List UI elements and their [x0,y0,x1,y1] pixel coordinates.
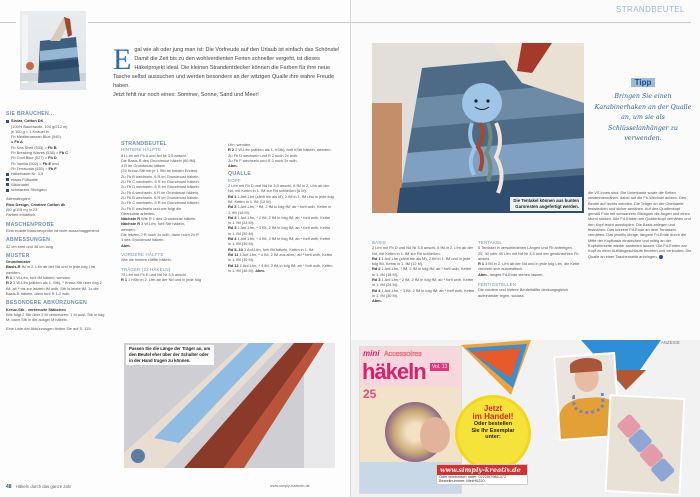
pattern-r1: R 1 1 W-Lfm, fortl fM häkeln, wenden. [6,275,72,281]
abbreviation-text: Wie folgt 2 Stb über 2 M verkreuzen: 1 M ausl, Stb in folg M, dann Stb in die ausgel M häkeln. [6,311,105,323]
strandbeutel-heading: STRANDBEUTEL [121,141,167,147]
shop-url-link[interactable]: www.simply-kreativ.de [437,465,527,475]
round-row: Rd 2 1 Anf-Lfm, * fM, 2 fM in folg fM; ab * fortl wdh, Kettm in 1. fM (18 M). [372,266,472,277]
instruction-line: Wie die hintere Hälfte häkeln. [121,257,172,263]
burst-line: im Handel! [472,412,514,421]
burst-line: Jetzt [483,404,503,413]
bookmark-photo [604,394,685,496]
yarn-color: Fb Cool Blue (527) = Fb D [11,155,57,161]
magazine-title: häkeln [362,359,426,384]
instruction-line: Zu Fb A wechseln. 6 R im Grundmust häkeln. [121,189,200,195]
abbreviations-heading: BESONDERE ABKÜRZUNGEN [6,300,88,307]
instruction-line: Zu Fb B wechseln. 6 R im Grundmust häkeln. [121,194,200,200]
pattern-heading: MUSTER [6,252,30,259]
magazine-number: 25 [363,387,377,401]
round-row: Rd 3 1 Anf-Lfm, * 2 fM, 2 fM in folg fM; ab * fortl wdh, Kettm in 1. fM (24 M). [228,214,331,226]
advertisement [351,340,700,497]
jellyfish-bag-photo [372,43,584,213]
round-row: Rd 3 1 Anf-Lfm, * 3 fM, 2 fM in folg fM; ab * fortl wdh, Kettm in 1. fM (30 M). [228,225,331,236]
round-row: Rd 4 1 Anf-Lfm, * 3 fM, 2 fM in folg fM; ab * fortl wdh, Kettm in 1. fM (30 M). [372,287,475,298]
footer-url: www.simply-haekeln.de [270,484,310,488]
magazine-subtitle: Accessoires [384,351,422,358]
traeger-heading: TRÄGER (2x HÄKELN) [121,266,171,272]
dimensions-text: 32 cm breit und 36 cm lang [6,243,53,249]
footer-title: Häkeln durch das ganze Jahr [15,484,72,489]
instruction-row: R 1 3 fM in 2. Lfm ab der Nd und in jede folg Lfm, die Kette verdreht sich automatisch. [478,261,580,272]
yarn-name: Sirdar, Cotton DK [11,118,44,124]
abm-label: Abm. [121,242,131,248]
ad-label: ANZEIGE [661,340,680,345]
instruction-row: R 1 1 hStb in 2. Lfm ab der Nd und in jede folg [121,277,202,283]
tip-text: Bringen Sie einen Karabinerhaken an der Qualle an, um sie als Schlüsselanhänger zu verwenden. [594,93,692,142]
instruction-line: 1 des Grundmust häkeln. [121,237,165,243]
divider [0,22,16,23]
strap-photo-caption: Passen Sie die Länge der Träger an, um den Beutel eher über der Schulter oder in der Hand tragen zu können. [126,345,214,365]
pattern-subtitle: Grundmuster [6,259,31,265]
jellyfish-photo-caption: Die Tentakel können aus bunten Garnresten angefertigt werden. [510,197,582,211]
gauge-text: Eine exakte Maschenprobe ist nicht ausschlaggebend. [6,227,101,233]
intro-last-line: Jetzt fehlt nur noch eines: Sommer, Sonne, Sand und Meer! [113,92,259,99]
divider [88,22,350,23]
kopf-heading: KOPF [228,177,241,183]
instruction-line: 75 Lfm mit Fb E und Nd Nr 3,5 anschl. [121,271,188,277]
tentakel-heading: TENTAKEL [478,240,502,245]
instruction-row: Abm., langes Fd-Ende stehen lassen. [478,271,544,277]
alt-yarn-name: Rico Design, Creative Cotton dk [6,201,66,207]
instruction-line: Zu Fb D wechseln und R 2 noch 2x wdh. [228,152,299,158]
jellyfish-illustration [372,43,584,213]
order-box[interactable] [436,464,528,485]
fertigstellen-heading: FERTIGSTELLEN [478,282,517,288]
yarn-color: Fb Terracotta (539) = Fb F [11,165,57,171]
instruction-line: Zu Fb E wechseln und wie folgt die [121,205,182,211]
page-footer [6,484,72,490]
intro-paragraph [113,43,345,101]
round-row: Rd 3 1 Anf-Lfm,* 2 fM, 2 fM in folg fM; ab * fortl wdh, Kettm in 1. fM (24 M). [372,277,474,288]
round-row: Rd 1 1 Anf-Lfm (zählt nie als M), 2 fM in 1. fM und in jede folg fM, Kettm in 1. fM (12 M). [228,193,334,204]
bullet-square-icon [6,120,9,123]
round-row: Rd 12 1 Anf-Lfm, * 4 fM, 2 fM in folg fM; ab * fortl wdh, Kettm in 1. fM (36 M). Abm. [228,262,333,273]
instruction-line: (29 Kreuz-Stb mit je 1 Stb an beiden Enden). [121,168,199,174]
instruction-next-row: Nächste R Wie R 1 des Grundmust häkeln. [121,216,197,222]
intro-text: gal wie alt oder jung man ist: Die Vorfreude auf den Urlaub ist einfach das Schönste! Damit die Zeit bis zu den wohlverdienten Ferien schneller vergeht, ist dieses Häkelprojekt ideal. Die kleinen Strandentdecker können die Farben für ihre neue Tasche selbst aussuchen und werden besonders an der witzigen Qualle ihre wahre Freude haben. [113,47,340,90]
yarn-color-fb-a: = Fb A [11,139,23,145]
materials-heading: SIE BRAUCHEN... [6,111,55,117]
yarn-line: Fb Mediterranean Blue (540) [11,134,61,140]
instruction-line: 4 R im Grundmust häkeln [121,163,166,169]
basis-intro: 2 Lfm mit Fb D und Nd Nr 3,5 anschl, 6 fM in 2. Lfm ab der Nd, mit Kettm in 1. fM zur Rd schließen. [372,245,473,256]
dimensions-heading: ABMESSUNGEN [6,237,51,244]
pattern-basis: Basis-R fM in 2. Lfm ab der Nd und in jede folg Lfm, wenden. [6,264,97,275]
order-number: Bestellnummer: MiniH0220 [439,479,485,483]
tool-item: Häkelnadel Nr. 3,5 [6,171,106,176]
instruction-line: Die Basis-R des Grundmust häkeln (60 fM). [121,157,197,163]
basis-heading: BASIS [372,240,386,245]
round-row: Rd 11 1 Anf-Lfm, * 4 fM, 2 fM zus.abm.; ab * fortl wdh, Kettm in 1. fM (30 M). [228,251,333,263]
kopf-intro: 2 Lfm mit Fb D und Nd Nr 3,5 anschl, 6 fM in 2. Lfm ab der Nd, mit Kettm in 1. fM zur Rd schließen (6 M). [228,183,329,194]
qualle-heading: QUALLE [228,171,252,178]
burst-line: Oder bestellen [473,421,513,427]
instruction-row: R 2 2 W-Lfm (zählen als 1. hStb), fortl hStb häkeln, wenden. [228,147,332,153]
divider [351,22,691,23]
order-phone: Oder telefonisch unter: 02225/7085-372 [439,475,507,479]
instruction-line: Zu Fb B wechseln. 6 R im Grundmust häkeln. [121,173,200,179]
round-row: Rd 4 1 Anf-Lfm, * 4 fM, 2 fM in folg fM; ab * fortl wdh, Kettm in 1. fM (36 M). [228,236,331,247]
basis-column [372,240,475,304]
burst-line: Sie Ihr Exemplar [471,427,515,434]
hintere-haelfte-heading: HINTERE HÄLFTE [121,147,162,153]
yarn-color: Fb Vanilla (502) = Fb E und [11,160,59,166]
right-page [350,0,700,497]
page-number: 48 [6,484,12,490]
drop-cap: E [113,43,132,76]
burst-line: unter: [485,434,501,440]
abm-label: Abm. [372,298,382,304]
instruction-line: 5 Tentakel in verschiedenen Längen und Fb anfertigen. [478,245,573,251]
yarn-color: Fb Breaking Waves (538) = Fb C [11,150,69,156]
abbreviation-term: Kreuz-Stb - verkreuzte Stäbchen [6,306,66,312]
section-label: STRANDBEUTEL [613,5,688,14]
fertigstellen-text: Die vordere und hintere Beutelhälfte deckungsgleich aufeinander legen, sodass [478,287,569,298]
instructions-column-2 [228,142,334,273]
yarn-color: Fb Sea Shell (533) = Fb B [11,144,57,150]
yarn-line: je 100 g = 1 Knäuel in [11,128,49,134]
bullet-square-icon [6,189,9,192]
round-row: Rd 2 1 Anf-Lfm, * fM, 2 fM in folg fM; ab * fortl wdh, Kettm in 1. fM (18 M). [228,204,332,215]
round-row: Rd 5–10 1 Anf-Lfm, fortl fM häkeln, Kettm in 1. fM. [228,246,315,252]
bullet-square-icon [6,173,9,176]
bullet-square-icon [6,178,9,181]
gauge-heading: MASCHENPROBE [6,221,55,228]
tool-item: etwas Füllwatte [6,177,106,182]
instruction-line: Zu Fb D wechseln. 6 R im Grundmust häkeln. [121,184,200,190]
instruction-line: Oberkante arbeiten. [121,210,156,216]
instruction-line: Die letzten 2 R noch 1x wdh, dann noch 2x R [121,232,199,238]
instruction-line: Zu Fb C wechseln. 6 R im Grundmust häkeln. [121,179,200,185]
bag-illustration [20,11,86,90]
tip-label: Tipp [631,78,656,87]
round-row: Rd 1 1 Anf-Lfm (zählt nie als M), 2 fM in 1. fM und in jede folg fM, Kettm in 1. fM (12 M). [372,255,471,267]
yarn-line: (100% Baumwolle, 100 g/212 m) [11,123,68,129]
materials-section [6,112,106,332]
finishing-column [588,190,692,259]
pattern-r2: R 2 3 W-Lfm (zählen als 1. Stb), * Kreuz-Stb über folg 2 fM, ab * bis zur letzten fM wdh, Stb in letzte fM. 1x die Basis-R häkeln, dann fortl R 1-2 wdh. [6,280,102,296]
finishing-text: die VS innen sind. Die Unterkante sowie die Seiten zusammennähen, dabei auf die Fb-Wechsel achten. Den Beutel auf rechts wenden. Die Träger an der Oberkante feststecken und sicher annähen. Auf den Quallenkopf gemäß Foto mit schwarzem Stickgarn die Augen und einen Mund sticken. Alle Fd-Enden am Quallenkopf vernähen und den Kopf leicht ausstopfen. Die Basis anlegen und festnähen. Das kürzere Fd-Ende an dem Tentakeln vernähen. Das jeweils übrige, längere Fd-Ende durch die Mitte der Kopfbasis einstechen und mittig an der Kopfoberseite wieder austreten lassen. Die Fd-Enden am Kopf zu einer Aufhängeschlaufe flechten und verknoten. Die Qualle an einer Taschenseite anbringen. [588,190,692,259]
alt-yarn-label: Alternativgarn: [6,196,32,202]
magazine-volume: Vol. 13 [432,364,448,370]
abm-label: Abm. [228,163,238,169]
tentakel-column [478,240,582,298]
instruction-line: wenden. [121,226,136,232]
strap-photo [124,343,335,468]
tool-item: schwarzes Stickgarn [6,187,106,192]
instruction-line: Zu Fb C wechseln. 6 R im Grundmust häkeln. [121,200,200,206]
instruction-line: 61 Lfm mit Fb A und Nd Nr 3,5 anschl. [121,152,187,158]
vordere-haelfte-heading: VORDERE HÄLFTE [121,251,164,257]
end-mark-icon [659,255,663,259]
bullet-square-icon [6,183,9,186]
instruction-next-row: Nächste R 3 W-Lfm, fortl Stb häkeln, [121,221,185,227]
bag-thumbnail-photo [20,11,86,90]
alt-yarn-line: Farben erhältlich [6,212,35,218]
abbreviation-note: Eine Liste der Abkürzungen finden Sie auf S. 115. [6,326,92,332]
instructions-column-1 [121,142,224,282]
tool-item: Sticknadel [6,182,106,187]
instruction-line: Zu Fb F wechseln und R 2 noch 2x wdh. [228,157,298,163]
magazine-mini: mini [363,349,380,358]
alt-yarn-line: (50 g/115 m) in 23 [6,207,38,213]
promo-burst [458,398,528,468]
instruction-line: Lfm, wenden. [228,142,252,147]
instruction-line: 20, 30 oder 40 Lfm mit Nd Nr 3,5 und der gewünschten Fb anschl. [478,250,579,261]
tip-box [593,72,693,145]
